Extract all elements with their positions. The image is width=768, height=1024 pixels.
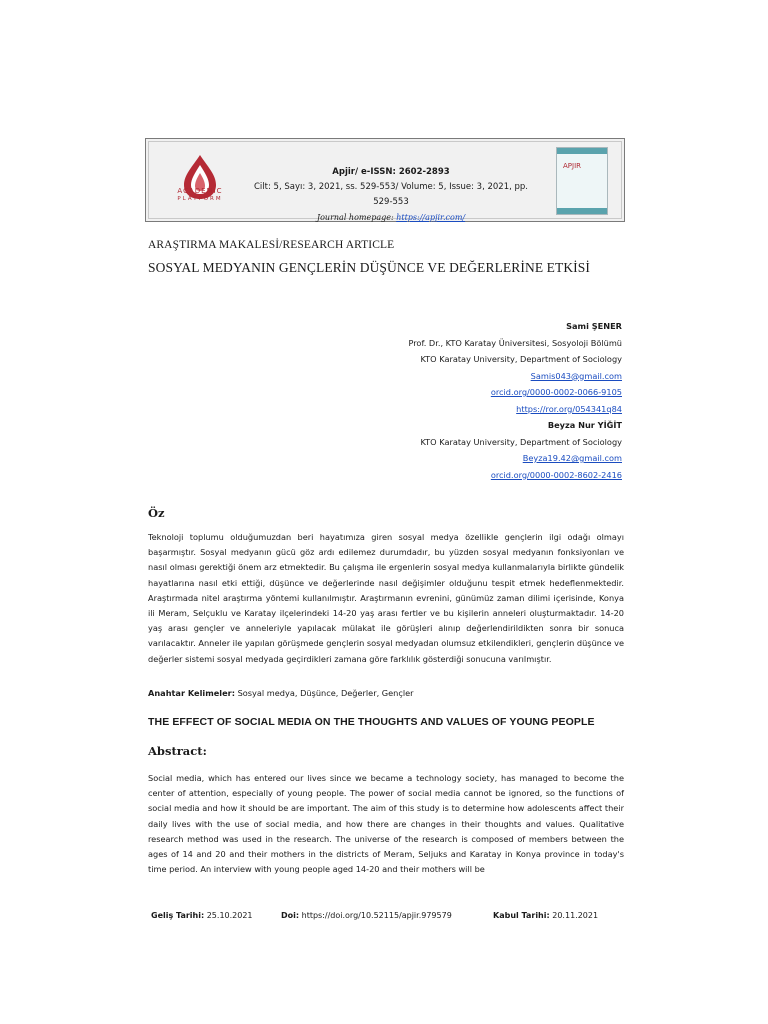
- accepted-date: Kabul Tarihi: 20.11.2021: [493, 911, 599, 920]
- journal-info: [246, 165, 536, 225]
- abstract-heading: Abstract:: [148, 744, 207, 758]
- logo-text: ACADEMIC PLATFORM: [177, 187, 223, 202]
- journal-citation: Cilt: 5, Sayı: 3, 2021, ss. 529-553/ Volume: 5, Issue: 3, 2021, pp. 529-553: [254, 182, 528, 207]
- author-affiliation: KTO Karatay University, Department of Sociology: [420, 436, 622, 447]
- author-orcid-link[interactable]: orcid.org/0000-0002-0066-9105: [490, 387, 622, 397]
- author-affiliation: KTO Karatay University, Department of Sociology: [420, 354, 622, 364]
- keywords: [148, 688, 414, 698]
- author-name: Sami ŞENER: [566, 321, 622, 331]
- author-name: Beyza Nur YİĞİT: [547, 420, 622, 430]
- abstract-text: Social media, which has entered our lives since we became a technology society, has managed to become the center of attention, especially of young people. The power of social media cannot be ignored, so the functions of social media and how it should be are important. The aim of this study is to determine how adolescents affect their daily lives with the use of social media, and how there are changes in their thoughts and values. Qualitative research method was used in the research. The universe of the research is composed of members between the ages of 14 and 20 and their mothers in the districts of Meram, Seljuks and Karatay in Konya province in today's time period. An interview with young people aged 14-20 and their mothers will be: [148, 773, 624, 875]
- keywords-label: Anahtar Kelimeler:: [148, 688, 235, 698]
- journal-homepage: Journal homepage: https://apjir.com/: [316, 213, 466, 222]
- journal-header: [145, 138, 625, 222]
- author-email-link[interactable]: Samis043@gmail.com: [530, 370, 622, 381]
- author-orcid-link[interactable]: orcid.org/0000-0002-8602-2416: [490, 469, 622, 480]
- oz-text: Teknoloji toplumu olduğumuzdan beri hayatımıza giren sosyal medya özellikle gençlerin ilgi odağı olmayı başarmıştır. Sosyal medyanın gücü göz ardı edilemez durumdadır, bu yüzden sosyal medyanın fonksiyonları ve nasıl olması gerektiği önem arz etmektedir. Bu çalışma ile ergenlerin sosyal medya kullanmalarıyla birlikte gündelik hayatlarına nasıl etki ettiği, düşünce ve değerlerinde nasıl değişimler olduğunu tespit etmek hedeflenmektedir. Araştırmada nitel araştırma yöntemi kullanılmıştır. Araştırmanın evrenini, günümüz zaman dilimi içerisinde, Konya ili Meram, Selçuklu ve Karatay ilçelerindeki 14-20 yaş arası fertler ve bu kişilerin anneleri oluşturmaktadır. 14-20 yaş arası gençler ve anneleriyle yapılacak mülakat ile görüşleri alınıp değerlendirildikten sonra bir sonuca varılacaktır. Anneler ile yapılan görüşmede gençlerin sosyal medyadan olumsuz etkilendikleri, gençlerin düşünce ve değerler sistemi sosyal medyada geçirdikleri zamana göre farklılık gösterdiği sonucuna varılmıştır.: [148, 532, 624, 664]
- author-ror-link[interactable]: https://ror.org/054341q84: [516, 403, 622, 414]
- doi: Doi: https://doi.org/10.52115/apjir.979579: [281, 911, 452, 920]
- journal-issn: Apjir/ e-ISSN: 2602-2893: [332, 167, 450, 177]
- article-type: ARAŞTIRMA MAKALESİ/RESEARCH ARTICLE: [148, 239, 395, 251]
- english-title: THE EFFECT OF SOCIAL MEDIA ON THE THOUGHTS AND VALUES OF YOUNG PEOPLE: [148, 716, 595, 728]
- author-block: [408, 318, 622, 483]
- cover-title: APJIR: [563, 162, 582, 170]
- journal-cover-image: [556, 147, 608, 215]
- journal-homepage-link[interactable]: https://apjir.com/: [396, 213, 466, 222]
- received-date: Geliş Tarihi: 25.10.2021: [151, 911, 253, 920]
- author-affiliation: Prof. Dr., KTO Karatay Üniversitesi, Sosyoloji Bölümü: [408, 337, 622, 348]
- article-title: SOSYAL MEDYANIN GENÇLERİN DÜŞÜNCE VE DEĞERLERİNE ETKİSİ: [148, 260, 590, 275]
- author-email-link[interactable]: Beyza19.42@gmail.com: [522, 453, 622, 463]
- keywords-value: Sosyal medya, Düşünce, Değerler, Gençler: [237, 688, 414, 698]
- academic-platform-logo-icon: [170, 151, 230, 213]
- oz-heading: Öz: [148, 506, 165, 520]
